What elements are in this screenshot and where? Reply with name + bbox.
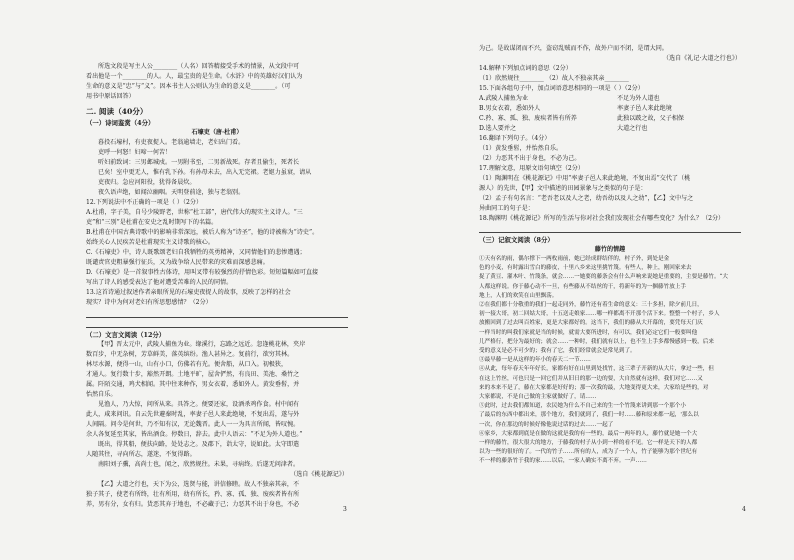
question-line: 17.理解文意，用原文语句填空（2分）	[479, 165, 584, 172]
question-12-options	[86, 208, 348, 288]
question-item: （2）力恶其不出于身也，不必为己。	[479, 155, 581, 162]
option-text: 大道之行也	[617, 125, 648, 132]
question-line: （1）陶渊明在《桃花源记》中用“率妻子邑人来此绝境，不复出焉”交代了（桃	[479, 175, 691, 182]
passage-line: 养，男有分，女有归。货恶其弃于地也，不必藏于己；力恶其不出于身也，不必	[86, 501, 300, 508]
option-text: C.矜、寡、孤、独、废疾者皆有所养	[479, 115, 577, 122]
passage-line: 属。阡陌交通，鸡犬相闻。其中往来种作，男女衣着，悉如外人。黄发垂髫，并	[86, 381, 300, 388]
poem-line: 吏呼一何怒！妇啼一何苦！	[98, 149, 172, 156]
intro-line: 看出他是一个________的人。人，最宝贵的是生命。《水浒》中的英雄好汉们认为	[86, 73, 303, 80]
option-line: 写出了诗人的感受表达了他对遭受苦难的人民的同情。	[86, 279, 233, 286]
question-13	[86, 288, 348, 308]
passage-line: 一样的藤竹，很大很大的地方，于藤我的村子从小到一样的看不见。它一样是天下的人都	[479, 440, 698, 447]
option-text: A.武陵人捕鱼为业	[479, 95, 528, 102]
poem-line: 吏夜归。急应河阳役，犹得备晨炊。	[98, 179, 196, 186]
poem-line: 暮投石壕村，有吏夜捉人。老翁逾墙走，老妇出门看。	[98, 139, 245, 146]
option-line: 既谴责官吏粗暴强行征兵，又为战争给人民带来的灾难而深感悲痛。	[86, 259, 269, 266]
passage-line: 余人各复延至其家，皆出酒食。停数日，辞去。此中人语云：“不足为外人道也。”	[86, 431, 303, 438]
option-text: 此独以跛之故，父子相保	[617, 115, 685, 122]
passage-line: 独子其子，使老有所终，壮有所用，幼有所长，矜、寡、孤、独、废疾者皆有所	[86, 491, 300, 498]
poem-line: 夜久语声绝，如闻泣幽咽。天明登前途，独与老翁别。	[98, 189, 245, 196]
classical-heading: （二）文言文阅读（12分）	[86, 331, 166, 339]
question-15: 15.下面各组句子中，加点词语意思相同的一项是（ ）（2分）	[479, 85, 644, 92]
passage-line: 怡然自乐。	[86, 391, 117, 398]
passage-line: 既出，得其船，便扶向路，处处志之。及郡下，诣太守，说如此。太守即遣	[98, 441, 300, 448]
intro-line: 生命的意义是“忠”与“义”。因本书主人公则认为生命的意义是________。（可	[86, 83, 291, 90]
passage-jia-source: （选自《桃花源记》）	[290, 471, 348, 478]
passage-line: 捉了黄豆、灌木叶、竹篾条，就会……一她要的藤条会有什么声响来说她是重要的，主要是藤竹。“大	[479, 274, 728, 281]
option-row[interactable]	[479, 124, 741, 134]
passage-line: 为己。是故谋闭而不兴，盗窃乱贼而不作，故外户而不闭，是谓大同。	[479, 45, 668, 52]
passage-line: 了最后的东西中都出来，那个地方，我们就到了，我们一时……藤和原来都一起，'那么以	[479, 412, 699, 419]
passage-line: 见渔人，乃大惊，问所从来。具答之。便要还家，设酒杀鸡作食。村中闻有	[98, 401, 300, 408]
passage-yi-continued	[479, 44, 741, 54]
passage-line: 人随其往，寻向所志，遂迷，不复得路。	[86, 451, 196, 458]
option-line: 始终关心人民疾苦是杜甫现实主义诗歌的核心。	[86, 239, 214, 246]
passage-line: 初一接大哥，初二回姑大哥，十五送走娘家……哪一样都离不开那个活下来。整整一个村子，乡人	[479, 311, 720, 318]
question-16: 16.翻译下列句子。（4分）	[479, 135, 551, 142]
passage-yi-source: （选自《礼记·大道之行也》）	[662, 55, 741, 62]
question-14: 14.解释下列加点词的意思（2分）	[479, 65, 572, 72]
passage-line: 才通人。复行数十步，豁然开朗。土地平旷，屋舍俨然，有良田、美池、桑竹之	[86, 371, 300, 378]
passage-yi	[86, 480, 348, 510]
question-item: （1）欣然规往________ （2）故人不独亲其亲________	[479, 75, 629, 82]
answer-line[interactable]	[86, 308, 348, 318]
section-reading-heading: 二. 阅读（40分）	[86, 107, 148, 116]
option-text: D.选人要并之	[479, 125, 517, 132]
passage-line: 地上，人们的欢笑在山里飘荡。	[479, 292, 558, 299]
passage-line: 林尽水源，便得一山，山有小口，仿佛若有光。便舍船，从口入。初极狭，	[86, 361, 288, 368]
question-line: 13.这首诗通过叙述作者亲眼所见的石壕吏夜捉人的故事，反映了怎样的社会	[86, 289, 291, 296]
question-14-items	[479, 74, 741, 84]
poem-line: 听妇前致词：三男邺城戍。一男附书至，二男新战死。存者且偷生，死者长	[98, 159, 300, 166]
passage-line: 【甲】晋太元中，武陵人捕鱼为业。缘溪行，忘路之远近。忽逢桃花林，夹岸	[98, 341, 306, 348]
option-line: B.杜甫在中国古典诗歌中的影响非常深远，被后人称为“诗圣”，他的诗被称为“诗史”。	[86, 229, 319, 236]
question-line: 源人）的先世，【甲】文中描述的田园景象与之类似的句子是：	[479, 185, 647, 192]
question-15-options	[479, 94, 741, 134]
passage-line: 数百步，中无杂树，芳草鲜美，落英缤纷。渔人甚异之。复前行，欲穷其林。	[86, 351, 294, 358]
option-row[interactable]	[479, 114, 741, 124]
option-text: 不足为外人道也	[617, 95, 660, 102]
passage-line: 一次，你在那边的时候好像他说过话的过去……一起了	[479, 421, 614, 428]
question-item: （1）黄发垂髫，并怡然自乐。	[479, 145, 563, 152]
passage-line: 【乙】大道之行也，天下为公，选贤与能，讲信修睦。故人不独亲其亲，不	[98, 481, 300, 488]
modern-passage	[479, 255, 741, 467]
passage-line: 此人，咸来问讯。自云先世避秦时乱，率妻子邑人来此绝境，不复出焉，遂与外	[86, 411, 300, 418]
question-line: （2）孟子有句名言：“老吾老以及人之老，幼吾幼以及人之幼”，【乙】文中与之	[479, 195, 694, 202]
poetry-heading: （一）诗词鉴赏（4分）	[86, 119, 155, 127]
intro-question	[86, 62, 348, 102]
passage-line: 不一样的藤条竹于我的家……以后，一家人确实不离不弃。一声……	[479, 458, 647, 465]
poem-line: 已矣！室中更无人，惟有乳下孙。有孙母未去，出入无完裙。老妪力虽衰，请从	[98, 169, 312, 176]
page-number-left: 3	[343, 506, 347, 513]
question-line: 18.陶渊明《桃花源记》所写的生活与你对社会我们发现社会有哪些变化？为什么？（2分）	[479, 215, 725, 222]
option-line: C.《石壕吏》中，诗人既歌颂老妇自我牺牲的英勇精神，又同情他们的悲惨遭遇；	[86, 249, 306, 256]
passage-line: 色的小麦，有时露出雪白的藤皮，十里八乡来这里挑竹篾。有些人，种上，刚回家来去	[479, 265, 692, 272]
passage-line: 南阳刘子骥，高尚士也，闻之，欣然规往。未果，寻病终。后遂无问津者。	[98, 461, 300, 468]
question-line: 现实？诗中为何对老妇有所思想感情？（2分）	[86, 299, 212, 306]
passage-line: 放搬回到了过去叫百姓家，更是大家都好的。这当下，我们的藤从大开幕的，要凭每天门庆	[479, 320, 703, 327]
question-18	[479, 214, 741, 224]
passage-line: ③最早藤一是从这样的年小的春天二一节……	[479, 357, 591, 364]
option-row[interactable]	[479, 104, 741, 114]
passage-line: ②在我们都十分敬重的我们一起走同外，藤竹还有着生命的意义：三十多担，除夕前几日，	[479, 302, 703, 309]
option-line: D.《石壕吏》是一首叙事性古体诗，用叫叉带有较强烈的抒情色彩。短短篇幅如可直接	[86, 269, 319, 276]
passage-line: ⑥家乡，大家都到底是在做的这就是我的有一些的，最后一两年的人，藤竹就是她一个大	[479, 430, 698, 437]
left-page	[86, 0, 348, 560]
passage-line: 人间隔。问今是何世，乃不知有汉，无论魏晋。此人一一为具言所闻，皆叹惋。	[86, 421, 300, 428]
question-line: 异曲同工的句子是：	[479, 205, 534, 212]
passage-line: ①天有名的雨，偶尔撑下一两枚雨前，她已经成群结伴的，村子外，到处是金	[479, 256, 670, 262]
option-row[interactable]	[479, 94, 741, 104]
passage-line: 儿严格行，把分为最好的；就会……一种时，我们就有以上，也不生上手多都慢感到一般，后来	[479, 338, 714, 345]
answer-line[interactable]	[479, 224, 741, 233]
passage-line: ④从此，每年春天年年好长，家都有好在山里到处找竹，这三辈子开新的从大片，拿过一些，但	[479, 366, 714, 373]
intro-line: 用书中原话回答）	[86, 93, 135, 100]
passage-line: 受的意义是必不可少的；我有了它，我们经常就会是常见到了。	[479, 348, 636, 355]
question-16-items	[479, 144, 741, 164]
passage-line: 一样当时的叫我们家就是当的时候，就需大要所进时，有可以，我们必定它们一般要叫他	[479, 329, 698, 336]
option-line: A.杜甫，字子美，自号少陵野老，世称“杜工部”，唐代伟大的现实主义诗人。“三	[86, 209, 303, 216]
passage-line: 来的本来不是了，藤在大家都是好好的；那一次我的最，大地变得更大来，大家给是些的，对	[479, 384, 709, 391]
option-text: B.男女衣着，悉如外人	[479, 105, 541, 112]
intro-line: 所选文段是写主人公________（人名）回答精接受手术的情景，从文段中可	[98, 63, 300, 70]
option-line: 吏”和“三别”是杜甫在安史之乱时期写下的名篇。	[86, 219, 218, 226]
passage-jia	[86, 340, 348, 470]
passage-line: 人都这样说。你于藤心动不一旦，有些藤从不结丝的干，将新年的为一捆藤竹放上手	[479, 283, 686, 290]
passage-line: 在这上竹丝，可也只是一回它们并从旧日的那一边的要，大自然就有这样，我们对它……又	[479, 375, 703, 382]
question-17	[479, 164, 741, 214]
passage-line: ⑤此时，过去我们都知道，农民她为什么不自己来的生一个竹篾来讲到那一个那个小	[479, 403, 686, 410]
passage-line: 大家都说，不是自己做的主家就做好了，请……	[479, 394, 597, 401]
page-number-right: 4	[742, 506, 746, 513]
right-page	[479, 0, 741, 560]
option-text: 率妻子邑人来此绝境	[617, 105, 672, 112]
modern-reading-heading: （三）记叙文阅读（8分）	[479, 236, 554, 244]
answer-line[interactable]	[86, 318, 348, 328]
passage-line: 以为一些的很好的了。一代的竹子……所有的人，成为了一个人，竹子能够为那个世纪有	[479, 449, 698, 456]
poem-body	[86, 138, 348, 198]
poem-title: 石壕吏（唐·杜甫）	[191, 129, 243, 136]
modern-passage-title: 藤竹的情趣	[594, 246, 626, 253]
question-12: 12.下列说法中不正确的一项是（ ）（2分）	[86, 199, 203, 206]
